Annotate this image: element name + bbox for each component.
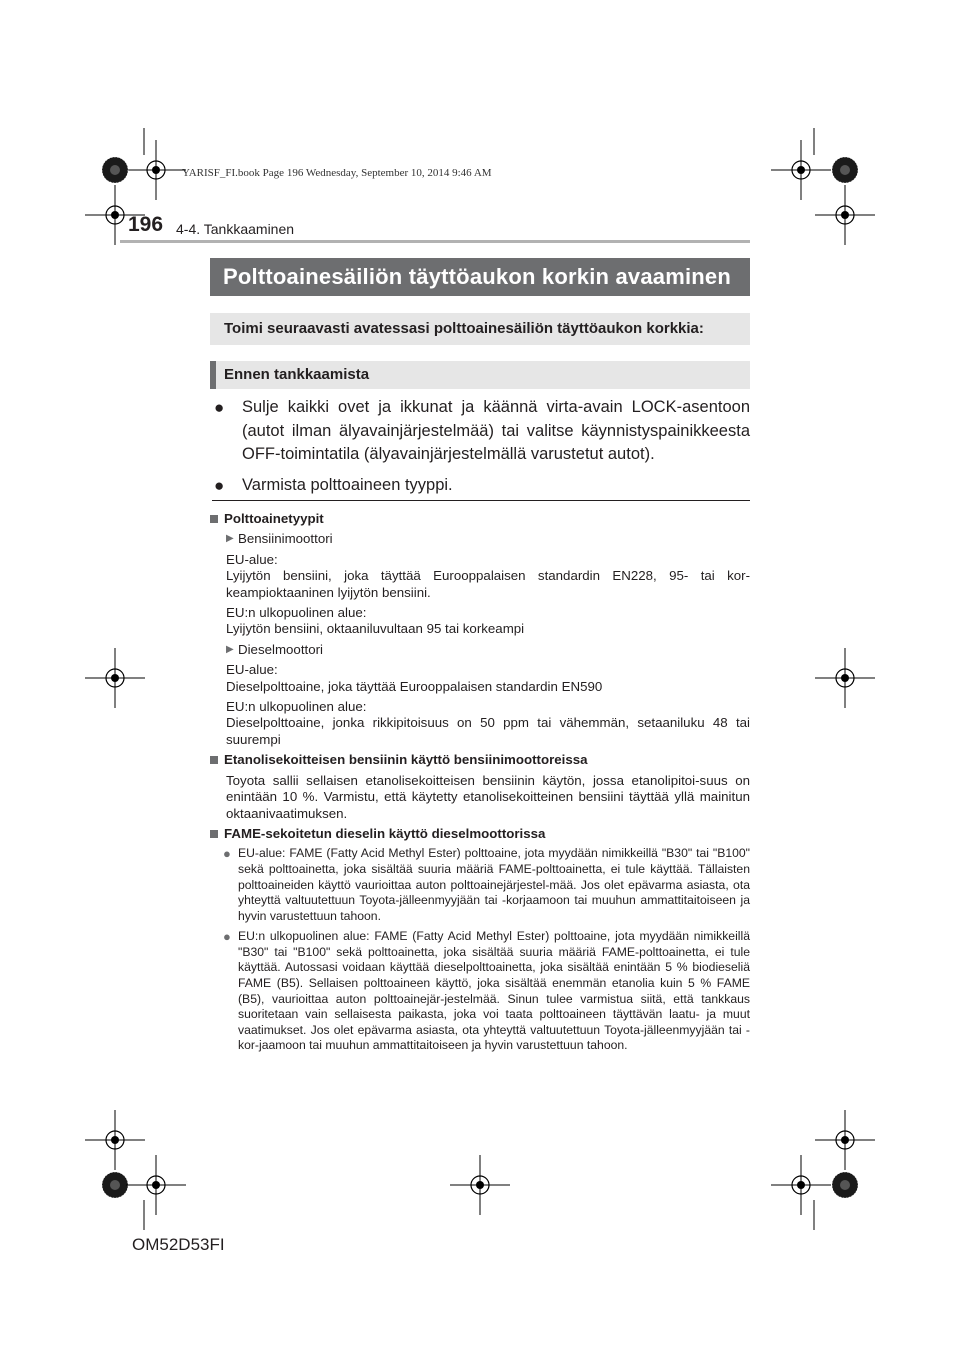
reg-mark-cross [815,1110,875,1170]
list-item: ● EU-alue: FAME (Fatty Acid Methyl Ester) polttoaine, jota myydään nimikkeillä "B30" tai "B100" sekä polttoainetta, joka sisältää suuria määriä FAME-polttoainetta, ei tule käyttää. Tällaisten polttoaineiden käyttö vaurioittaa auton polttoainejärjestel-mää. Jos olet epävarma asiasta, ota yhteyttä valtuutettuun Toyota-jälleenmyyjään tai -korjaamoon tai muuhun ammattitaitoiseen ja hyvin varustettuun tahoon. [223,846,750,923]
reg-mark-cross [85,1110,145,1170]
reg-mark-cross [771,1155,831,1215]
reg-mark-star [832,1172,858,1198]
note-subheading: ▶ Bensiinimoottori [226,531,333,547]
note-paragraph: EU-alue: Dieselpolttoaine, joka täyttää Eurooppalaisen standardin EN590 [226,662,603,694]
note-paragraph: EU:n ulkopuolinen alue: Lyijytön bensiini, oktaaniluvultaan 95 tai korkeampi [226,605,525,637]
bullet-icon: ● [214,398,225,417]
bullet-list [212,396,750,504]
reg-mark-cross [815,648,875,708]
list-item [212,396,750,467]
print-header: YARISF_FI.book Page 196 Wednesday, September 10, 2014 9:46 AM [182,167,492,179]
reg-mark-cross [126,140,186,200]
header-rule [120,240,750,243]
subheading: Ennen tankkaamista [210,361,750,389]
bullet-icon: ● [214,475,225,495]
note-subheading: ▶ Dieselmoottori [226,641,323,657]
triangle-icon: ▶ [226,643,234,655]
reg-mark-cross [126,1155,186,1215]
note-paragraph: Toyota sallii sellaisen etanolisekoitteisen bensiinin käytön, jossa etanolipitoi-suus on enintään 10 %. Varmistu, että käytetty etanolisekoitteinen bensiini täyttää yllä mainitun oktaanivaatimuksen. [226,772,750,821]
note-paragraph: EU-alue: Lyijytön bensiini, joka täyttää Eurooppalaisen standardin EN228, 95- tai kor-keampioktaaninen lyijytön bensiini. [226,551,750,600]
bullet-icon: ● [223,929,231,945]
reg-mark-star [102,1172,128,1198]
square-bullet-icon [210,830,218,838]
note-paragraph: EU:n ulkopuolinen alue: Dieselpolttoaine, jonka rikkipitoisuus on 50 ppm tai vähemmän, setaaniluku 48 tai suurempi [226,699,750,747]
reg-mark-cross [815,185,875,245]
note-heading: Polttoainetyypit [210,511,750,527]
note-heading: Etanolisekoitteisen bensiinin käyttö bensiinimoottoreissa [210,752,750,768]
page-number: 196 [128,213,164,236]
section-divider [212,500,750,501]
reg-mark-cross [450,1155,510,1215]
note-heading: FAME-sekoitetun dieselin käyttö dieselmoottorissa [210,826,750,842]
list-item-text: Sulje kaikki ovet ja ikkunat ja käännä virta-avain LOCK-asentoon (autot ilman älyavainjärjestelmää) tai valitse käynnistyspainikkeesta OFF-toimintatila (älyavainjärjestelmällä varustetut autot). [242,398,750,463]
reg-mark-star [832,157,858,183]
section-title: 4-4. Tankkaaminen [176,221,295,237]
page-title: Polttoainesäiliön täyttöaukon korkin avaaminen [210,258,750,296]
reg-mark-cross [771,140,831,200]
document-code: OM52D53FI [132,1235,225,1254]
triangle-icon: ▶ [226,533,234,545]
square-bullet-icon [210,756,218,764]
square-bullet-icon [210,515,218,523]
list-item [212,474,750,498]
list-item: ● EU:n ulkopuolinen alue: FAME (Fatty Acid Methyl Ester) polttoaine, jota myydään nimikkeillä "B30" tai "B100" sekä polttoainetta, joka sisältää suuria määriä FAME-polttoainetta, ei tule käyttää. Autossasi voidaan käyttää dieselpolttoainetta, joka sisältää enintään 5 % biodieseliä FAME (B5). Sellaisen polttoaineen käyttö, joka sisältää enemmän etanolia kuin 5 % FAME (B5), vaurioittaa auton polttoainejär-jestelmää. Sinun tulee varmistua siitä, että tankkaus suoritetaan vain sellaisesta paikasta, joka voi taata polttoaineen täyttävän laatu- ja muut vaatimukset. Jos olet epävarma asiasta, ota yhteyttä valtuutettuun Toyota-jälleenmyyjään tai -kor-jaamoon tai muuhun ammattitaitoiseen ja hyvin varustettuun tahoon. [223,929,750,1053]
notes-section [210,511,750,1059]
reg-mark-star [102,157,128,183]
reg-mark-cross [85,648,145,708]
bullet-icon: ● [223,846,231,862]
intro-text: Toimi seuraavasti avatessasi polttoainesäiliön täyttöaukon korkkia: [210,313,750,345]
list-item-text: Varmista polttoaineen tyyppi. [242,475,453,494]
